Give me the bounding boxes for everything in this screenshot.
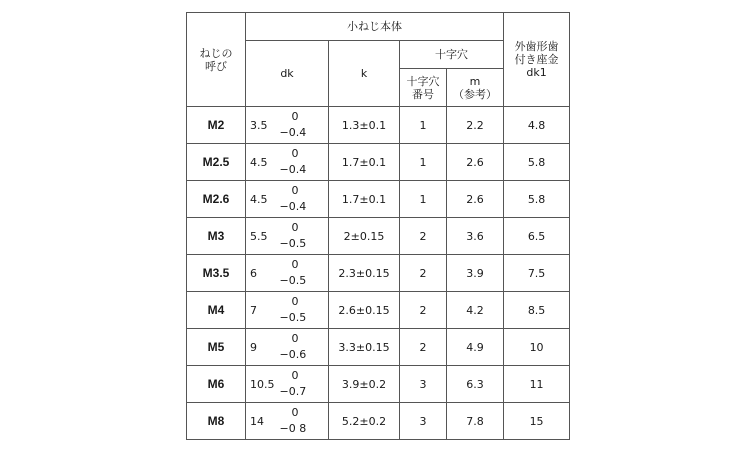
- header-cross-recess: 十字穴: [400, 41, 504, 69]
- washer-dk1-cell: 5.8: [504, 181, 570, 218]
- dk-cell: 3.5: [246, 107, 280, 144]
- washer-dk1-cell: 10: [504, 329, 570, 366]
- header-m-ref: m （参考）: [447, 69, 504, 107]
- washer-dk1-cell: 11: [504, 366, 570, 403]
- dk-lower-deviation: −0.5: [279, 274, 307, 287]
- k-cell: 1.7±0.1: [329, 181, 400, 218]
- recess-number-cell: 1: [400, 107, 447, 144]
- washer-dk1-cell: 15: [504, 403, 570, 440]
- dk-upper-deviation: 0: [291, 332, 299, 345]
- header-dk: dk: [246, 41, 329, 107]
- table-body: [187, 107, 570, 440]
- k-cell: 5.2±0.2: [329, 403, 400, 440]
- dk-upper-deviation: 0: [291, 147, 299, 160]
- dk-tolerance-cell: [280, 329, 329, 366]
- size-cell: M2.5: [187, 144, 246, 181]
- m-cell: 7.8: [447, 403, 504, 440]
- m-cell: 2.6: [447, 144, 504, 181]
- recess-number-cell: 2: [400, 218, 447, 255]
- recess-number-cell: 3: [400, 366, 447, 403]
- dk-lower-deviation: −0.7: [279, 385, 307, 398]
- size-cell: M8: [187, 403, 246, 440]
- dk-lower-deviation: −0.4: [279, 200, 307, 213]
- table-row: [187, 366, 570, 403]
- table-row: [187, 218, 570, 255]
- header-recess-number: 十字穴 番号: [400, 69, 447, 107]
- table-row: [187, 144, 570, 181]
- dk-cell: 14: [246, 403, 280, 440]
- washer-dk1-cell: 4.8: [504, 107, 570, 144]
- washer-dk1-cell: 6.5: [504, 218, 570, 255]
- header-k: k: [329, 41, 400, 107]
- m-cell: 4.9: [447, 329, 504, 366]
- dk-lower-deviation: −0 8: [279, 422, 307, 435]
- dk-tolerance-cell: [280, 403, 329, 440]
- washer-dk1-cell: 5.8: [504, 144, 570, 181]
- size-cell: M4: [187, 292, 246, 329]
- table-row: [187, 255, 570, 292]
- m-cell: 4.2: [447, 292, 504, 329]
- header-body-group: 小ねじ本体: [246, 13, 504, 41]
- dk-lower-deviation: −0.5: [279, 311, 307, 324]
- k-cell: 1.7±0.1: [329, 144, 400, 181]
- dk-tolerance-cell: [280, 366, 329, 403]
- spec-table: [186, 12, 570, 440]
- size-cell: M2: [187, 107, 246, 144]
- k-cell: 2.6±0.15: [329, 292, 400, 329]
- dk-upper-deviation: 0: [291, 221, 299, 234]
- dk-tolerance-cell: [280, 292, 329, 329]
- table-row: [187, 403, 570, 440]
- m-cell: 6.3: [447, 366, 504, 403]
- k-cell: 2±0.15: [329, 218, 400, 255]
- header-nominal: ねじの 呼び: [187, 13, 246, 107]
- size-cell: M2.6: [187, 181, 246, 218]
- dk-upper-deviation: 0: [291, 110, 299, 123]
- dk-cell: 9: [246, 329, 280, 366]
- washer-dk1-cell: 8.5: [504, 292, 570, 329]
- table-row: [187, 329, 570, 366]
- table-row: [187, 292, 570, 329]
- k-cell: 3.3±0.15: [329, 329, 400, 366]
- recess-number-cell: 2: [400, 255, 447, 292]
- dk-tolerance-cell: [280, 218, 329, 255]
- size-cell: M3: [187, 218, 246, 255]
- dk-upper-deviation: 0: [291, 258, 299, 271]
- m-cell: 2.2: [447, 107, 504, 144]
- recess-number-cell: 3: [400, 403, 447, 440]
- dk-cell: 7: [246, 292, 280, 329]
- k-cell: 2.3±0.15: [329, 255, 400, 292]
- dk-cell: 10.5: [246, 366, 280, 403]
- dk-tolerance-cell: [280, 255, 329, 292]
- recess-number-cell: 1: [400, 144, 447, 181]
- dk-upper-deviation: 0: [291, 406, 299, 419]
- size-cell: M5: [187, 329, 246, 366]
- m-cell: 3.6: [447, 218, 504, 255]
- recess-number-cell: 2: [400, 292, 447, 329]
- table-row: [187, 107, 570, 144]
- dk-lower-deviation: −0.5: [279, 237, 307, 250]
- dk-lower-deviation: −0.6: [279, 348, 307, 361]
- size-cell: M6: [187, 366, 246, 403]
- m-cell: 2.6: [447, 181, 504, 218]
- dk-lower-deviation: −0.4: [279, 163, 307, 176]
- recess-number-cell: 1: [400, 181, 447, 218]
- recess-number-cell: 2: [400, 329, 447, 366]
- dk-lower-deviation: −0.4: [279, 126, 307, 139]
- k-cell: 3.9±0.2: [329, 366, 400, 403]
- dk-tolerance-cell: [280, 107, 329, 144]
- dk-tolerance-cell: [280, 144, 329, 181]
- washer-dk1-cell: 7.5: [504, 255, 570, 292]
- dk-tolerance-cell: [280, 181, 329, 218]
- dk-cell: 6: [246, 255, 280, 292]
- size-cell: M3.5: [187, 255, 246, 292]
- k-cell: 1.3±0.1: [329, 107, 400, 144]
- dk-upper-deviation: 0: [291, 295, 299, 308]
- dk-cell: 5.5: [246, 218, 280, 255]
- header-washer: 外歯形歯 付き座金 dk1: [504, 13, 570, 107]
- m-cell: 3.9: [447, 255, 504, 292]
- dk-upper-deviation: 0: [291, 369, 299, 382]
- table-row: [187, 181, 570, 218]
- dk-upper-deviation: 0: [291, 184, 299, 197]
- dk-cell: 4.5: [246, 181, 280, 218]
- dk-cell: 4.5: [246, 144, 280, 181]
